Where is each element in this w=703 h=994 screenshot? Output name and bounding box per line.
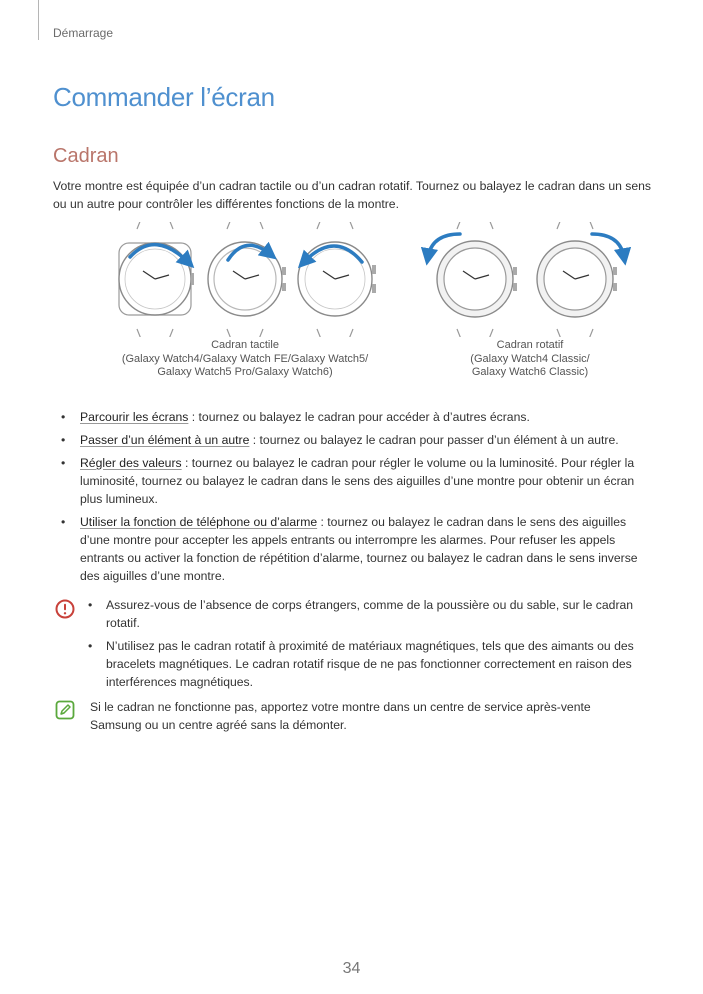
note-pencil-icon	[55, 700, 75, 720]
rotating-bezel-caption: Cadran rotatif (Galaxy Watch4 Classic/ Galaxy Watch6 Classic)	[470, 339, 590, 378]
touch-bezel-watch-1	[119, 222, 194, 337]
caution-item: • Assurez-vous de l’absence de corps étrangers, comme de la poussière ou du sable, sur le cadran rotatif.	[88, 598, 634, 630]
watch-illustration	[100, 222, 640, 337]
page-number: 34	[342, 960, 361, 977]
header-divider	[38, 0, 39, 40]
list-item: • Parcourir les écrans : tournez ou balayez le cadran pour accéder à d’autres écrans.	[61, 410, 530, 424]
caution-item: • N’utilisez pas le cadran rotatif à proximité de matériaux magnétiques, tels que des aimants ou des bracelets magnétiques. Le cadran rotatif risque de ne pas fonctionner correctement en raison des interférences magnétiques.	[88, 639, 634, 689]
touch-bezel-caption: Cadran tactile (Galaxy Watch4/Galaxy Watch FE/Galaxy Watch5/ Galaxy Watch5 Pro/Galaxy Watch6)	[121, 339, 369, 378]
touch-bezel-watch-3	[298, 222, 376, 337]
bezel-functions-list	[53, 408, 651, 590]
section-subtitle: Cadran	[53, 145, 119, 167]
caution-icon	[55, 599, 75, 619]
rotating-bezel-watch-1	[437, 222, 517, 337]
rotating-bezel-watch-2	[537, 222, 617, 337]
note-text: Si le cadran ne fonctionne pas, apportez votre montre dans un centre de service après-vente Samsung ou un centre agréé sans la démonter.	[90, 700, 591, 732]
caution-list	[88, 596, 650, 696]
list-item: • Utiliser la fonction de téléphone ou d’alarme : tournez ou balayez le cadran dans le sens des aiguilles d’une montre pour accepter les appels entrants ou interrompre les alarmes. Pour refuser les appels entrants ou activer la fonction de répétition d’alarme, tournez ou balayez le cadran dans le sens inverse des aiguilles d’une montre.	[61, 515, 638, 583]
page-title: Commander l’écran	[53, 82, 275, 112]
list-item: • Régler des valeurs : tournez ou balayez le cadran pour régler le volume ou la luminosité. Pour régler la luminosité, tournez ou balayez le cadran dans le sens des aiguilles d’une montre pour obtenir un écran plus lumineux.	[61, 456, 635, 506]
list-item: • Passer d’un élément à un autre : tournez ou balayez le cadran pour passer d’un élément à un autre.	[61, 433, 619, 447]
touch-bezel-watch-2	[208, 222, 286, 337]
section-label: Démarrage	[53, 26, 114, 40]
intro-paragraph: Votre montre est équipée d’un cadran tactile ou d’un cadran rotatif. Tournez ou balayez le cadran dans un sens ou un autre pour contrôler les différentes fonctions de la montre.	[53, 179, 652, 211]
